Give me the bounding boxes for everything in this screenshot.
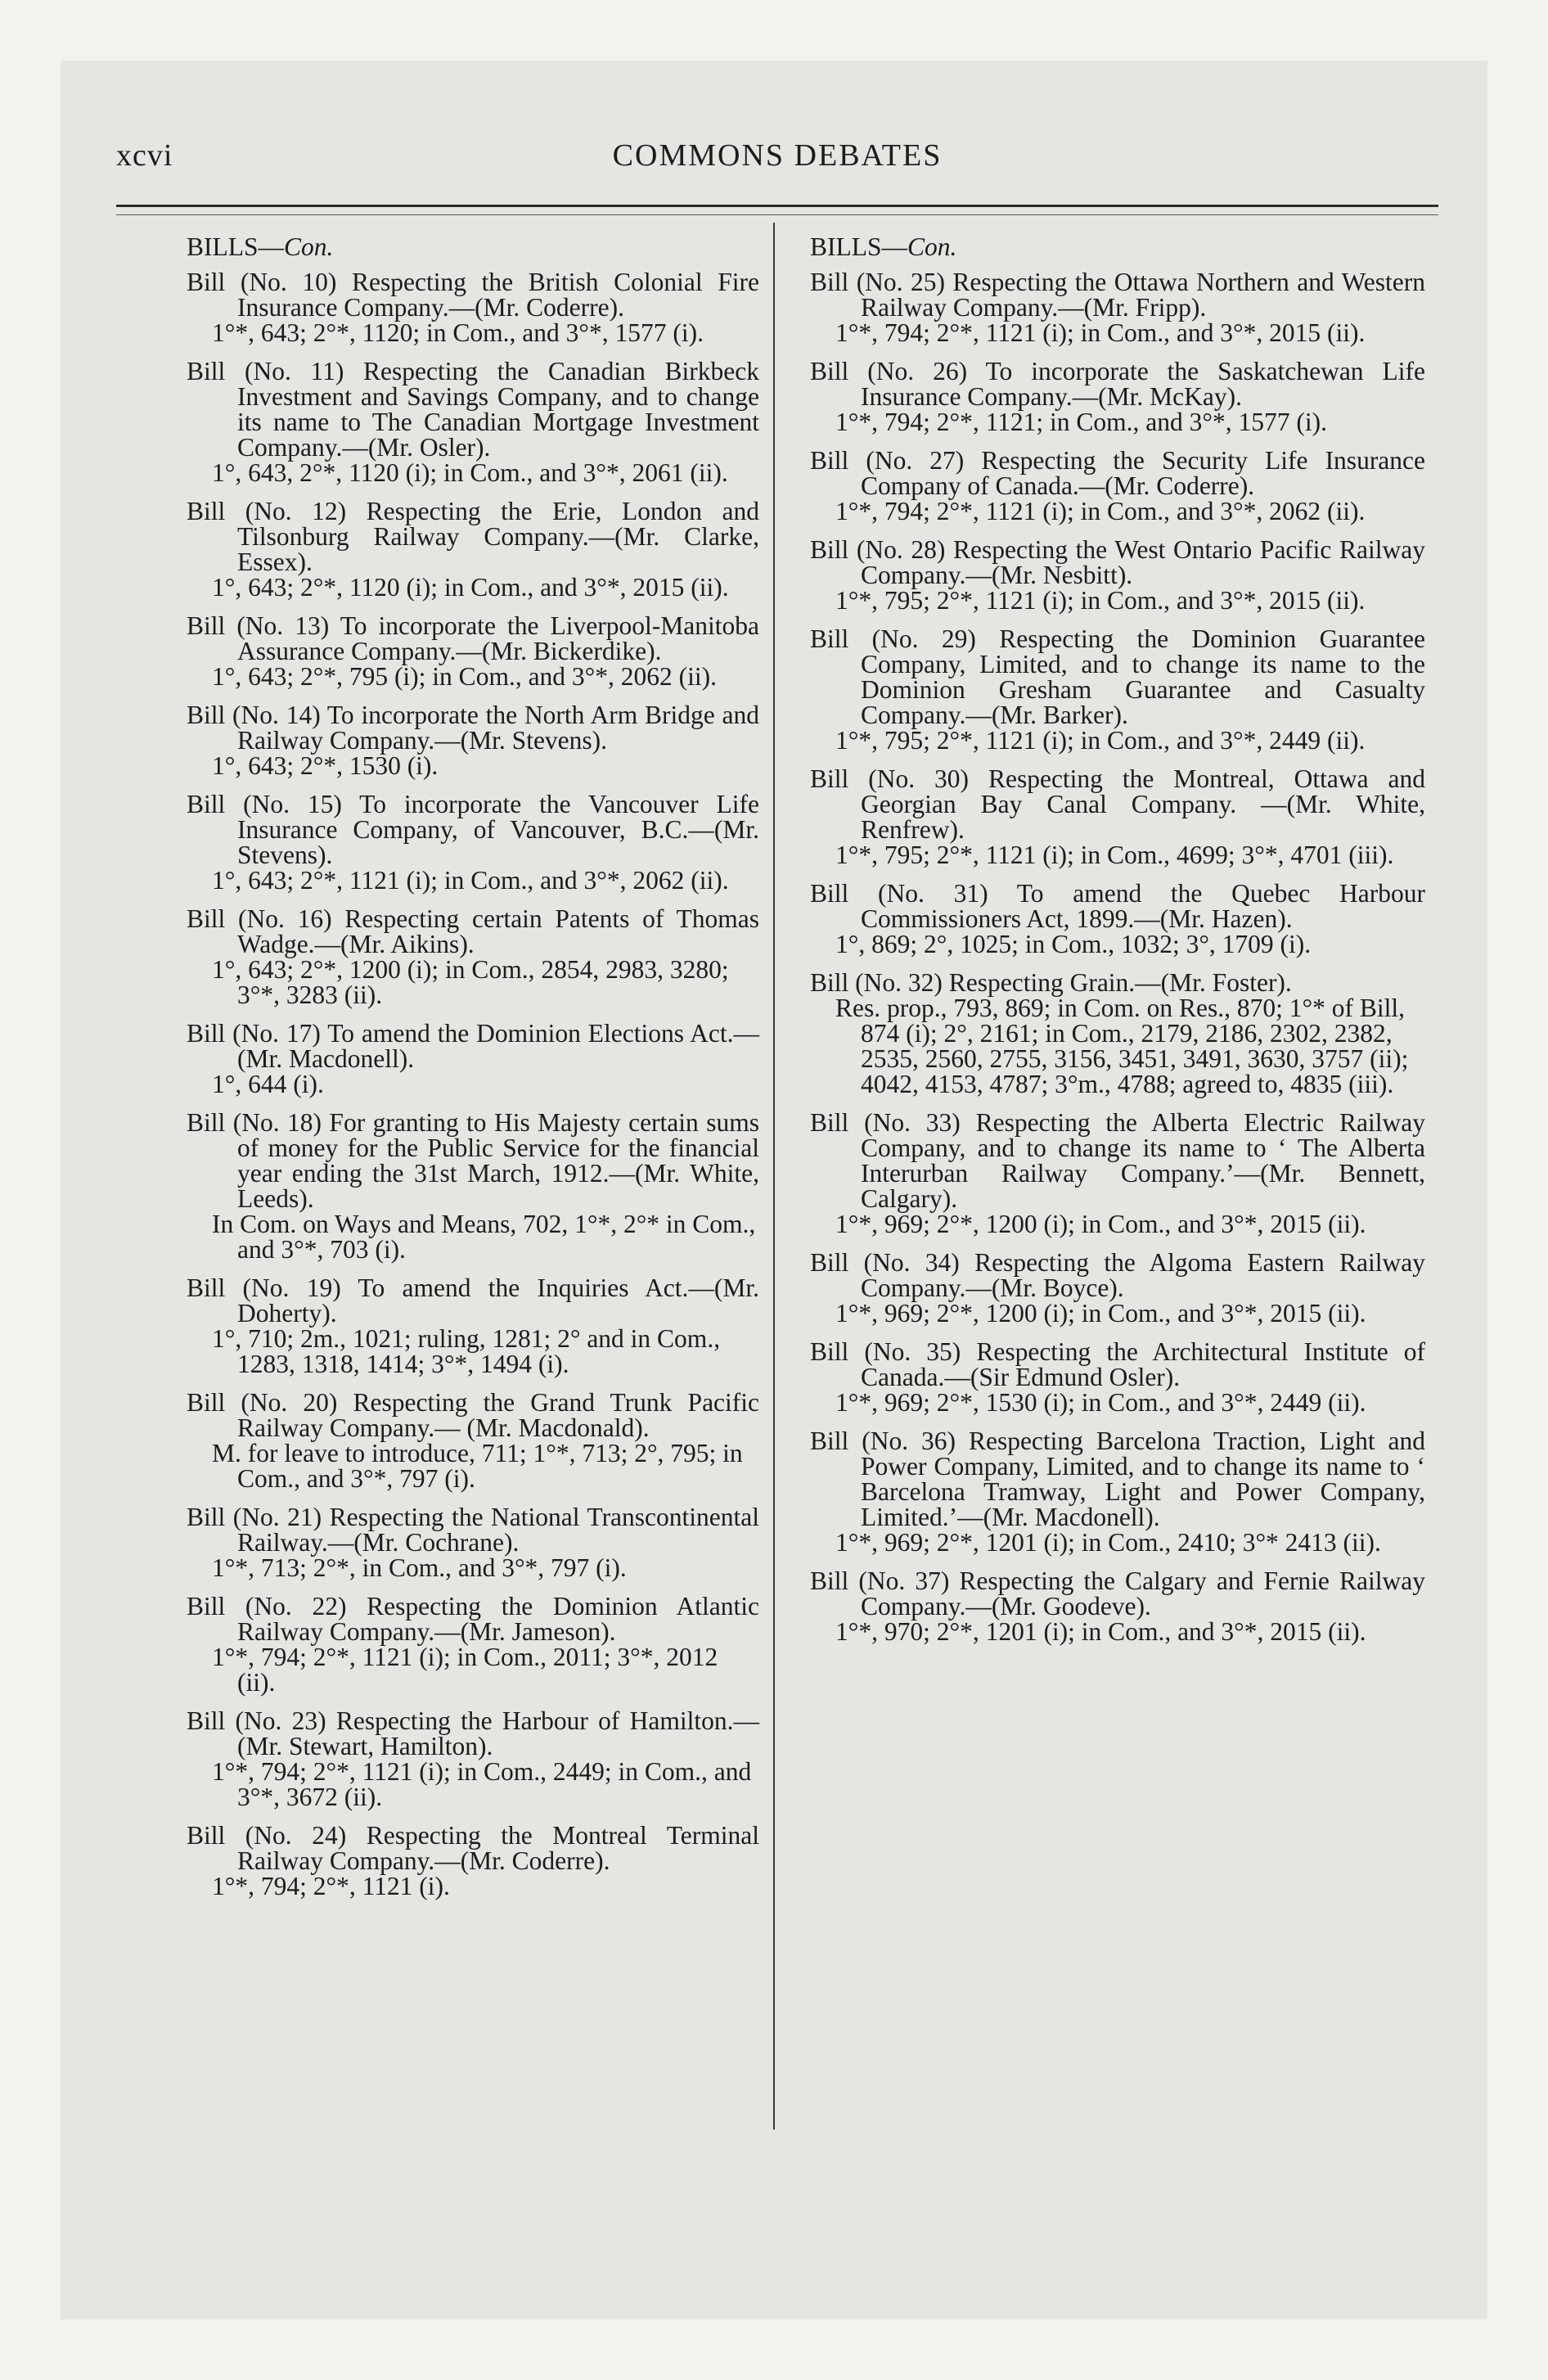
bill-entry [810, 1110, 1425, 1237]
left-column [187, 234, 759, 1912]
bill-entry [810, 537, 1425, 613]
bill-entry [810, 1428, 1425, 1555]
bill-entry [810, 1568, 1425, 1644]
bill-entry [187, 906, 759, 1007]
bill-references: 1°*, 969; 2°*, 1530 (i); in Com., and 3°*, 2449 (ii). [835, 1388, 1366, 1417]
bill-title: Bill (No. 31) To amend the Quebec Harbour Commissioners Act, 1899.—(Mr. Hazen). [810, 879, 1425, 933]
bill-entry [187, 1593, 759, 1695]
bill-title: Bill (No. 18) For granting to His Majesty certain sums of money for the Public Service for the financial year ending the 31st March, 1912.—(Mr. White, Leeds). [187, 1108, 759, 1213]
header-rule-thick [116, 205, 1438, 207]
bill-title: Bill (No. 36) Respecting Barcelona Traction, Light and Power Company, Limited, and to change its name to ‘ Barcelona Tramway, Light and Power Company, Limited.’—(Mr. Macdonell). [810, 1427, 1425, 1531]
bill-references: 1°*, 970; 2°*, 1201 (i); in Com., and 3°*, 2015 (ii). [835, 1617, 1366, 1646]
bill-entry [810, 1339, 1425, 1415]
section-heading [187, 234, 759, 259]
bill-entry [187, 1823, 759, 1899]
bill-entry [810, 970, 1425, 1097]
running-head: COMMONS DEBATES [612, 138, 943, 173]
bill-title: Bill (No. 14) To incorporate the North Arm Bridge and Railway Company.—(Mr. Stevens). [187, 701, 759, 755]
bill-references: 1°*, 794; 2°*, 1121 (i); in Com., and 3°*, 2062 (ii). [835, 497, 1366, 525]
bill-references: 1°*, 643; 2°*, 1120; in Com., and 3°*, 1577 (i). [212, 318, 704, 347]
bill-references: 1°*, 969; 2°*, 1200 (i); in Com., and 3°*, 2015 (ii). [835, 1210, 1366, 1238]
bill-title: Bill (No. 15) To incorporate the Vancouver Life Insurance Company, of Vancouver, B.C.—(Mr. Stevens). [187, 790, 759, 869]
bill-title: Bill (No. 11) Respecting the Canadian Birkbeck Investment and Savings Company, and to change its name to The Canadian Mortgage Investment Company.—(Mr. Osler). [187, 357, 759, 462]
bill-title: Bill (No. 24) Respecting the Montreal Terminal Railway Company.—(Mr. Coderre). [187, 1821, 759, 1875]
bill-entry [187, 1110, 759, 1262]
bill-references: 1°, 710; 2m., 1021; ruling, 1281; 2° and in Com., 1283, 1318, 1414; 3°*, 1494 (i). [212, 1324, 721, 1378]
bill-entry [810, 766, 1425, 868]
bill-entry [810, 448, 1425, 524]
section-heading-main: BILLS— [187, 232, 285, 261]
bill-references: 1°*, 795; 2°*, 1121 (i); in Com., 4699; 3°*, 4701 (iii). [835, 841, 1394, 869]
bill-title: Bill (No. 29) Respecting the Dominion Guarantee Company, Limited, and to change its name to the Dominion Gresham Guarantee and Casualty Company.—(Mr. Barker). [810, 624, 1425, 729]
bill-references: 1°*, 969; 2°*, 1201 (i); in Com., 2410; 3°* 2413 (ii). [835, 1528, 1381, 1557]
page-header [116, 137, 1438, 187]
bill-entry [187, 1275, 759, 1377]
bill-references: 1°, 643; 2°*, 1200 (i); in Com., 2854, 2983, 3280; 3°*, 3283 (ii). [212, 955, 729, 1009]
bill-title: Bill (No. 16) Respecting certain Patents of Thomas Wadge.—(Mr. Aikins). [187, 904, 759, 958]
bill-references: 1°, 643; 2°*, 1121 (i); in Com., and 3°*, 2062 (ii). [212, 866, 729, 895]
bill-entry [187, 1021, 759, 1097]
bill-title: Bill (No. 35) Respecting the Architectural Institute of Canada.—(Sir Edmund Osler). [810, 1337, 1425, 1391]
bill-references: 1°*, 794; 2°*, 1121 (i); in Com., 2011; 3°*, 2012 (ii). [212, 1643, 718, 1697]
bill-title: Bill (No. 13) To incorporate the Liverpool-Manitoba Assurance Company.—(Mr. Bickerdike). [187, 611, 759, 665]
header-rule-thin [116, 214, 1438, 215]
bill-references: 1°*, 794; 2°*, 1121 (i); in Com., and 3°*, 2015 (ii). [835, 318, 1366, 347]
bill-entry [187, 613, 759, 689]
bill-references: 1°, 643; 2°*, 1120 (i); in Com., and 3°*, 2015 (ii). [212, 573, 729, 602]
bill-entry [187, 1390, 759, 1491]
bill-references: 1°, 869; 2°, 1025; in Com., 1032; 3°, 1709 (i). [835, 930, 1312, 958]
bill-references: Res. prop., 793, 869; in Com. on Res., 870; 1°* of Bill, 874 (i); 2°, 2161; in Com., 2179, 2186, 2302, 2382, 2535, 2560, 2755, 3156, 3451, 3491, 3630, 3757 (ii); 4042, 4153, 4787; 3°m., 4788; agreed to, 4835 (iii). [835, 994, 1409, 1098]
bill-entry [187, 269, 759, 345]
bill-title: Bill (No. 26) To incorporate the Saskatchewan Life Insurance Company.—(Mr. McKay). [810, 357, 1425, 411]
bill-entry [187, 1504, 759, 1580]
bill-entry [187, 791, 759, 893]
bill-entry [810, 1250, 1425, 1326]
bill-title: Bill (No. 33) Respecting the Alberta Electric Railway Company, and to change its name to ‘ The Alberta Interurban Railway Company.’—(Mr. Bennett, Calgary). [810, 1108, 1425, 1213]
bill-title: Bill (No. 32) Respecting Grain.—(Mr. Foster). [810, 968, 1292, 997]
bill-references: M. for leave to introduce, 711; 1°*, 713; 2°, 795; in Com., and 3°*, 797 (i). [212, 1439, 743, 1493]
bill-entry [187, 702, 759, 778]
bill-references: 1°*, 794; 2°*, 1121 (i). [212, 1872, 450, 1900]
bill-title: Bill (No. 17) To amend the Dominion Elections Act.—(Mr. Macdonell). [187, 1019, 759, 1073]
bill-references: 1°*, 794; 2°*, 1121 (i); in Com., 2449; in Com., and 3°*, 3672 (ii). [212, 1757, 752, 1811]
bill-references: In Com. on Ways and Means, 702, 1°*, 2°* in Com., and 3°*, 703 (i). [212, 1210, 756, 1264]
bill-references: 1°, 643; 2°*, 1530 (i). [212, 751, 439, 780]
bill-references: 1°*, 795; 2°*, 1121 (i); in Com., and 3°*, 2015 (ii). [835, 586, 1366, 615]
bill-title: Bill (No. 34) Respecting the Algoma Eastern Railway Company.—(Mr. Boyce). [810, 1248, 1425, 1302]
section-heading [810, 234, 1425, 259]
bill-title: Bill (No. 27) Respecting the Security Life Insurance Company of Canada.—(Mr. Coderre). [810, 446, 1425, 500]
bill-entry [187, 358, 759, 485]
right-column [810, 234, 1425, 1657]
bill-title: Bill (No. 20) Respecting the Grand Trunk Pacific Railway Company.— (Mr. Macdonald). [187, 1388, 759, 1442]
bill-entry [810, 358, 1425, 435]
bill-title: Bill (No. 22) Respecting the Dominion Atlantic Railway Company.—(Mr. Jameson). [187, 1592, 759, 1646]
bill-references: 1°, 643; 2°*, 795 (i); in Com., and 3°*, 2062 (ii). [212, 662, 718, 691]
page-number: xcvi [116, 138, 173, 173]
bill-title: Bill (No. 21) Respecting the National Transcontinental Railway.—(Mr. Cochrane). [187, 1503, 759, 1557]
bill-entry [187, 1708, 759, 1810]
section-heading-main: BILLS— [810, 232, 908, 261]
section-heading-suffix: Con. [907, 232, 957, 261]
bill-references: 1°*, 969; 2°*, 1200 (i); in Com., and 3°*, 2015 (ii). [835, 1299, 1366, 1327]
bill-title: Bill (No. 28) Respecting the West Ontario Pacific Railway Company.—(Mr. Nesbitt). [810, 535, 1425, 589]
bill-references: 1°, 644 (i). [212, 1070, 324, 1098]
bill-references: 1°, 643, 2°*, 1120 (i); in Com., and 3°*, 2061 (ii). [212, 458, 728, 487]
bill-entry [810, 881, 1425, 957]
section-heading-suffix: Con. [284, 232, 334, 261]
bill-entry [810, 626, 1425, 753]
bill-references: 1°*, 713; 2°*, in Com., and 3°*, 797 (i). [212, 1553, 627, 1582]
column-divider [773, 223, 775, 2130]
bill-title: Bill (No. 25) Respecting the Ottawa Northern and Western Railway Company.—(Mr. Fripp). [810, 268, 1425, 322]
bill-title: Bill (No. 12) Respecting the Erie, London and Tilsonburg Railway Company.—(Mr. Clarke, Essex). [187, 497, 759, 576]
bill-references: 1°*, 794; 2°*, 1121; in Com., and 3°*, 1577 (i). [835, 408, 1327, 436]
header-rule [116, 198, 1438, 223]
bill-title: Bill (No. 37) Respecting the Calgary and Fernie Railway Company.—(Mr. Goodeve). [810, 1566, 1425, 1620]
bill-entry [810, 269, 1425, 345]
bill-references: 1°*, 795; 2°*, 1121 (i); in Com., and 3°*, 2449 (ii). [835, 726, 1366, 755]
bill-entry [187, 498, 759, 600]
bill-title: Bill (No. 23) Respecting the Harbour of Hamilton.—(Mr. Stewart, Hamilton). [187, 1706, 759, 1760]
bill-title: Bill (No. 10) Respecting the British Colonial Fire Insurance Company.—(Mr. Coderre). [187, 268, 759, 322]
bill-title: Bill (No. 19) To amend the Inquiries Act.—(Mr. Doherty). [187, 1273, 759, 1327]
bill-title: Bill (No. 30) Respecting the Montreal, Ottawa and Georgian Bay Canal Company. —(Mr. White, Renfrew). [810, 764, 1425, 844]
